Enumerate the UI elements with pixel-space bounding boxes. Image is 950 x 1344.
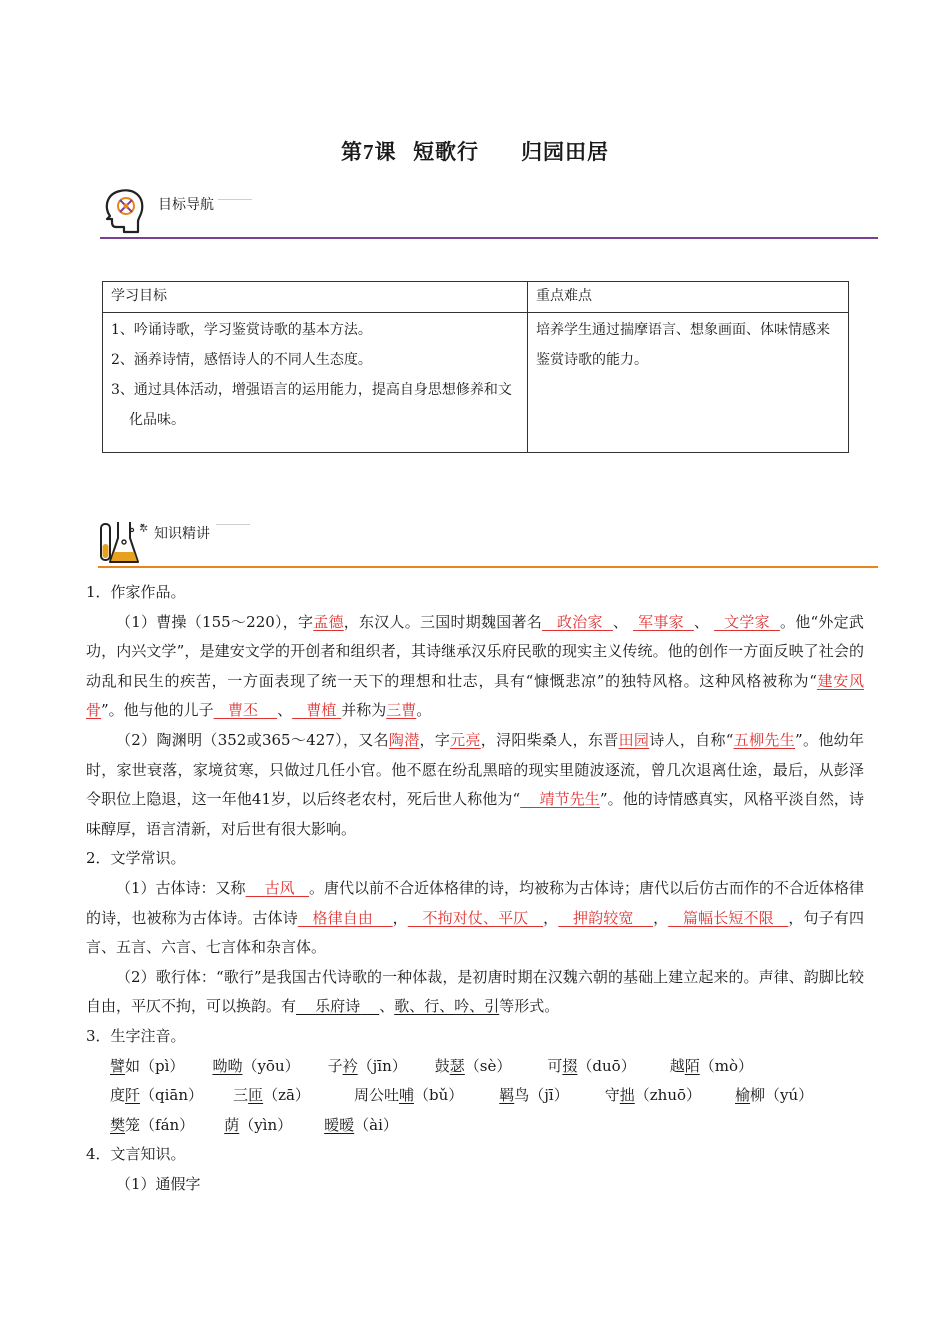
goals-section-label: 目标导航 xyxy=(158,197,214,213)
answer-fill: 古风 xyxy=(264,878,295,897)
answer-fill: 陶潜 xyxy=(388,730,420,749)
objective-item: 1、吟诵诗歌，学习鉴赏诗歌的基本方法。 xyxy=(111,322,372,338)
poem-title-1: 短歌行 xyxy=(413,140,480,164)
heading-classical-knowledge: 4．文言知识。 xyxy=(86,1145,186,1164)
heading-pronunciation: 3．生字注音。 xyxy=(86,1026,186,1045)
difficulty-cell: 培养学生通过揣摩语言、想象画面、体味情感来鉴赏诗歌的能力。 xyxy=(528,313,849,453)
paragraph-gexingti: （2）歌行体：“歌行”是我国古代诗歌的一种体裁，是初唐时期在汉魏六朝的基础上建立起来的。声律、韵脚比较自由，平仄不拘，可以换韵。有 乐府诗 、歌、行、吟、引等形式。 xyxy=(86,967,864,1016)
objective-item: 2、涵养诗情，感悟诗人的不同人生态度。 xyxy=(111,352,372,368)
answer-fill: 押韵较宽 xyxy=(572,908,634,927)
knowledge-section-label: 知识精讲 xyxy=(154,526,210,542)
paragraph-caocao: （1）曹操（155～220），字孟德，东汉人。三国时期魏国著名 政治家 、 军事家 、 文学家 。他“外定武功，内兴文学”，是建安文学的开创者和组织者，其诗继承汉乐府民歌的现实主义传统。他的创作一方面反映了社会的动乱和民生的疾苦，一方面表现了统一天下的理想和壮志，具有“慷慨悲凉”的独特风格。这种风格被称为“建安风骨”。他与他的儿子 曹丕 、 曹植 并称为三曹。 xyxy=(86,612,864,720)
label-underline xyxy=(218,199,252,200)
answer-fill: 歌、行、吟、引 xyxy=(394,997,500,1016)
answer-fill: 建安风骨 xyxy=(86,671,864,720)
heading-literary-knowledge: 2．文学常识。 xyxy=(86,849,186,868)
label-underline xyxy=(216,524,250,525)
pinyin-item: 周公吐哺（bǔ） xyxy=(353,1086,464,1105)
pinyin-item: 度阡（qiān） xyxy=(110,1086,204,1105)
objective-item: 3、通过具体活动，增强语言的运用能力，提高自身思想修养和文化品味。 xyxy=(111,382,512,428)
answer-fill: 格律自由 xyxy=(312,908,374,927)
pinyin-item: 鼓瑟（sè） xyxy=(434,1056,512,1075)
pinyin-item: 譬如（pì） xyxy=(110,1056,185,1075)
answer-fill: 田园 xyxy=(618,730,650,749)
pinyin-item: 樊笼（fán） xyxy=(110,1115,195,1134)
answer-fill: 孟德 xyxy=(313,612,344,631)
poem-title-2: 归园田居 xyxy=(521,140,610,164)
knowledge-section-header xyxy=(98,518,878,578)
answer-fill: 三曹 xyxy=(386,701,417,720)
answer-fill: 曹丕 xyxy=(228,701,259,720)
table-header-difficulty: 重点难点 xyxy=(528,282,849,313)
goals-divider xyxy=(100,237,878,239)
pinyin-item: 守拙（zhuō） xyxy=(604,1086,702,1105)
answer-fill: 不拘对仗、平仄 xyxy=(422,908,529,927)
answer-fill: 五柳先生 xyxy=(733,730,796,749)
brain-head-icon xyxy=(102,186,148,238)
answer-fill: 靖节先生 xyxy=(539,790,600,809)
pinyin-list xyxy=(86,1052,864,1141)
pinyin-item: 呦呦（yōu） xyxy=(212,1056,300,1075)
answer-fill: 政治家 xyxy=(557,612,603,631)
pinyin-item: 暧暧（ài） xyxy=(324,1115,398,1134)
pinyin-item: 榆柳（yú） xyxy=(735,1086,814,1105)
knowledge-content xyxy=(86,578,864,1199)
heading-author-works: 1．作家作品。 xyxy=(86,583,186,601)
pinyin-item: 子衿（jīn） xyxy=(327,1056,407,1075)
pinyin-item: 越陌（mò） xyxy=(669,1056,753,1075)
table-header-objectives: 学习目标 xyxy=(103,282,528,313)
knowledge-divider xyxy=(98,566,878,568)
answer-fill: 乐府诗 xyxy=(315,997,361,1016)
answer-fill: 篇幅长短不限 xyxy=(682,908,774,927)
goals-table xyxy=(102,281,849,453)
sparkle-icon: ✲ xyxy=(139,522,149,535)
pinyin-item: 三匝（zā） xyxy=(233,1086,310,1105)
answer-fill: 军事家 xyxy=(638,612,684,631)
pinyin-item: 可掇（duō） xyxy=(547,1056,636,1075)
answer-fill: 文学家 xyxy=(724,612,770,631)
answer-fill: 元亮 xyxy=(450,730,481,749)
subheading-tongjiazi: （1）通假字 xyxy=(116,1174,201,1193)
paragraph-taoyuanming: （2）陶渊明（352或365～427），又名陶潜，字元亮，浔阳柴桑人，东晋田园诗人，自称“五柳先生”。他幼年时，家世衰落，家境贫寒，只做过几任小官。他不愿在纷乱黑暗的现实里随波逐流，曾几次退离仕途，最后，从彭泽令职位上隐退，这一年他41岁，以后终老农村，死后世人称他为“ 靖节先生”。他的诗情感真实，风格平淡自然，诗味醇厚，语言清新，对后世有很大影响。 xyxy=(86,730,864,838)
objectives-cell xyxy=(103,313,528,453)
pinyin-item: 荫（yìn） xyxy=(224,1115,293,1134)
answer-fill: 曹植 xyxy=(306,701,337,720)
paragraph-gutishi: （1）古体诗：又称 古风 。唐代以前不合近体格律的诗，均被称为古体诗；唐代以后仿古而作的不合近体格律的诗，也被称为古体诗。古体诗 格律自由 ， 不拘对仗、平仄 ， 押韵较宽 ， 篇幅长短不限 ，句子有四言、五言、六言、七言体和杂言体。 xyxy=(86,878,864,957)
pinyin-item: 羁鸟（jī） xyxy=(499,1086,569,1105)
page-title: 第7课 短歌行 归园田居 xyxy=(340,140,610,164)
